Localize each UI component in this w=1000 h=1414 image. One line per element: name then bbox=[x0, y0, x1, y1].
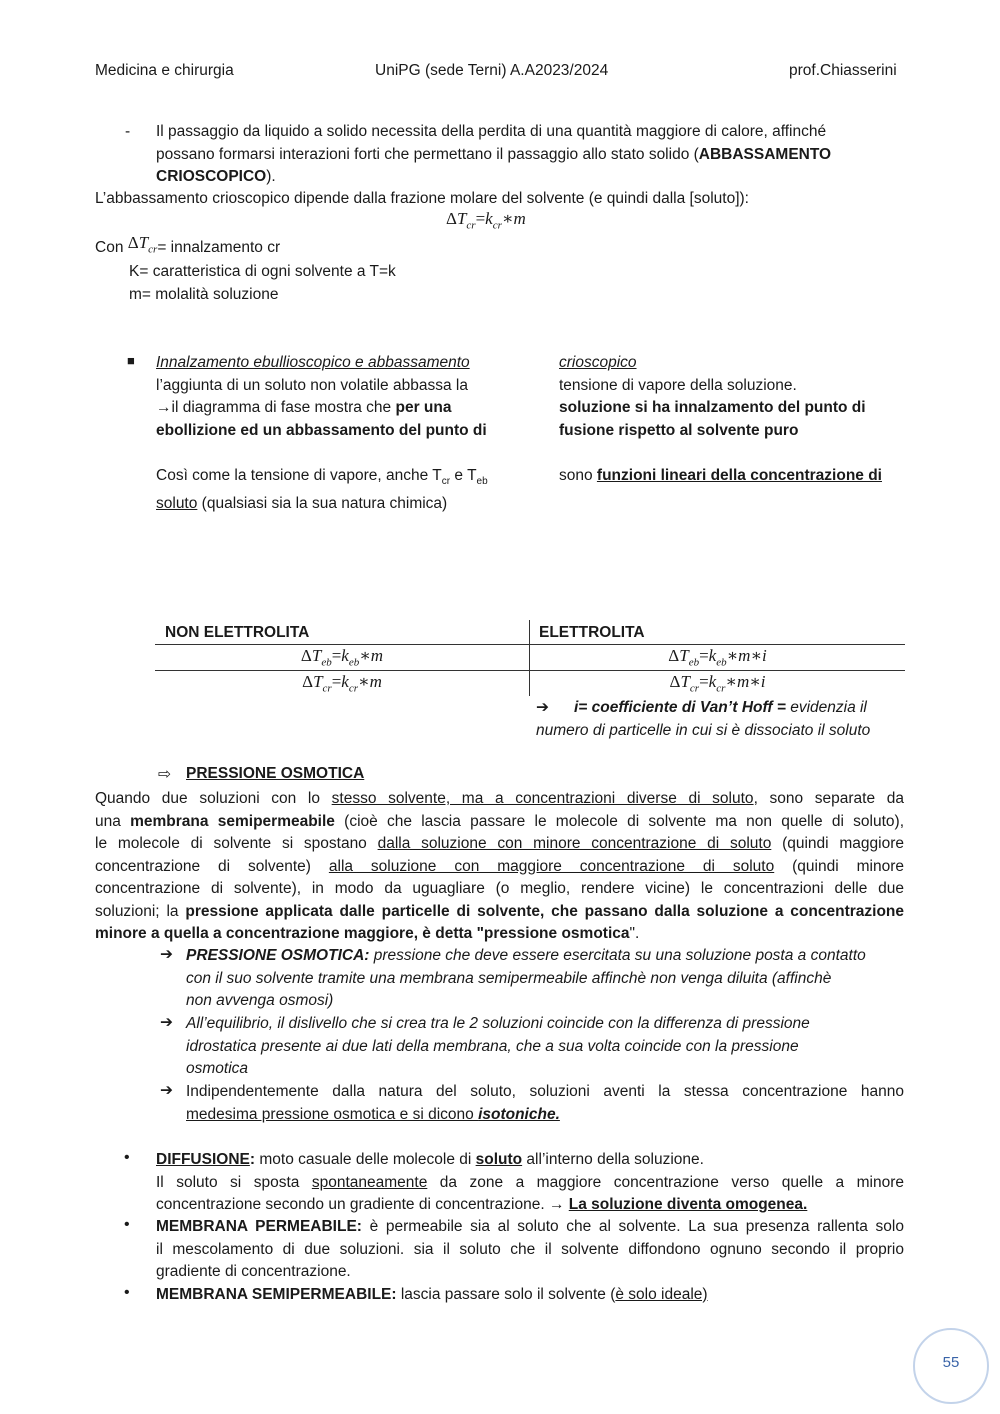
text-line: Il passaggio da liquido a solido necessita della perdita di una quantità maggiore di calore, affinché bbox=[156, 123, 827, 140]
delta-symbol: Δ bbox=[446, 209, 457, 228]
section-title-italic: Innalzamento ebullioscopico e abbassamento bbox=[156, 354, 470, 371]
bullet-dot: • bbox=[124, 1284, 130, 1301]
con-text: = innalzamento cr bbox=[157, 239, 281, 256]
delta-symbol: Δ bbox=[300, 646, 312, 665]
formula-var: k bbox=[485, 209, 493, 228]
text-span: pressione che deve essere esercitata su una soluzione posta a contatto bbox=[369, 947, 866, 964]
text-line bbox=[156, 493, 546, 516]
equilibrium-note bbox=[186, 1013, 904, 1081]
arrow-bullet-icon: ➔ bbox=[160, 946, 173, 963]
formula-eq: = bbox=[331, 672, 342, 691]
arrow-right-icon: → bbox=[548, 1196, 565, 1213]
bold-term: ABBASSAMENTO bbox=[698, 145, 832, 163]
delta-t-symbol bbox=[127, 233, 158, 256]
formula-eq: = bbox=[699, 646, 709, 665]
bold-term: PRESSIONE OSMOTICA: bbox=[186, 947, 370, 964]
header-professor: prof.Chiasserini bbox=[789, 62, 897, 79]
table-row-rule bbox=[155, 670, 905, 671]
underlined-term: spontaneamente bbox=[311, 1173, 428, 1191]
paragraph-osmosi bbox=[95, 788, 904, 946]
text-line: Indipendentemente dalla natura del soluto, soluzioni aventi la stessa concentrazione hanno bbox=[186, 1083, 904, 1100]
bold-term: MEMBRANA PERMEABILE: bbox=[156, 1218, 362, 1235]
bold-underlined-term: soluto bbox=[475, 1151, 523, 1168]
formula-sub: cr bbox=[322, 682, 332, 695]
text-span: lascia passare solo il solvente ( bbox=[396, 1286, 616, 1303]
text-line: tensione di vapore della soluzione. bbox=[559, 376, 797, 394]
formula-eq: = bbox=[475, 209, 486, 228]
subscript: cr bbox=[441, 475, 451, 487]
paragraph-passaggio bbox=[156, 121, 896, 189]
text-line bbox=[95, 901, 904, 924]
text-line: concentrazione di solvente), in modo da uguagliare (o meglio, rendere vicine) le concentrazioni delle due bbox=[95, 880, 904, 897]
text-line: non avvenga osmosi) bbox=[186, 992, 334, 1009]
formula-sub: eb bbox=[321, 656, 332, 669]
hollow-arrow-icon: ⇨ bbox=[158, 766, 171, 783]
text-line bbox=[156, 144, 896, 167]
osmotic-pressure-definition bbox=[186, 945, 904, 1013]
text-line: osmotica bbox=[186, 1060, 249, 1077]
delta-symbol: Δ bbox=[127, 233, 139, 252]
bold-term: minore a quella a concentrazione maggiore, è detta "pressione osmotica bbox=[95, 925, 630, 942]
underlined-term: alla soluzione con maggiore concentrazione di soluto bbox=[328, 857, 775, 875]
underlined-term: è solo ideale) bbox=[615, 1286, 708, 1303]
delta-symbol: Δ bbox=[668, 646, 680, 665]
arrow-right-icon: → bbox=[156, 399, 172, 416]
bold-term: ebollizione ed un abbassamento del punto di bbox=[156, 421, 487, 439]
column-left bbox=[156, 352, 546, 516]
formula-sub: cr bbox=[492, 219, 502, 232]
bold-underlined-term: DIFFUSIONE bbox=[156, 1151, 250, 1168]
diffusion-paragraph bbox=[156, 1149, 904, 1217]
formula-sub: eb bbox=[716, 656, 727, 669]
formula-var: ∗m bbox=[359, 646, 384, 665]
text-span: (cioè che lascia passare le molecole di solvente ma non quelle di soluto), bbox=[334, 812, 904, 830]
text-span: concentrazione secondo un gradiente di concentrazione. bbox=[156, 1196, 549, 1213]
text-line bbox=[156, 1216, 904, 1239]
definition-k: K= caratteristica di ogni solvente a T=k bbox=[129, 263, 396, 280]
underlined-term: medesima pressione osmotica e si dicono bbox=[186, 1105, 479, 1123]
text-line bbox=[186, 945, 904, 968]
text-span: (quindi minore bbox=[774, 857, 904, 875]
text-line bbox=[156, 397, 546, 420]
text-span: ). bbox=[266, 168, 276, 185]
text-line: il mescolamento di due soluzioni. sia il soluto che il solvente diffondono ognuno secondo il proprio bbox=[156, 1240, 904, 1258]
text-line bbox=[186, 1104, 904, 1127]
section-title-pressione: PRESSIONE OSMOTICA bbox=[186, 765, 365, 782]
page-number: 55 bbox=[942, 1354, 960, 1371]
definition-m: m= molalità soluzione bbox=[129, 286, 279, 303]
text-span: (quindi maggiore bbox=[771, 835, 904, 852]
formula-var: k bbox=[708, 646, 717, 665]
text-span: e T bbox=[450, 466, 477, 484]
formula-sub: eb bbox=[348, 656, 360, 669]
text-line: gradiente di concentrazione. bbox=[156, 1263, 351, 1280]
formula-var: k bbox=[341, 672, 349, 691]
text-line bbox=[95, 811, 904, 834]
list-dash: - bbox=[125, 123, 131, 140]
formula-eq: = bbox=[331, 646, 342, 665]
text-span: possano formarsi interazioni forti che permettano il passaggio allo stato solido ( bbox=[156, 145, 699, 163]
bullet-dot: • bbox=[124, 1216, 130, 1233]
formula-var: T bbox=[138, 233, 149, 252]
formula-var: k bbox=[341, 646, 349, 665]
formula-sub: cr bbox=[716, 682, 726, 695]
formula-crioscopico bbox=[446, 209, 526, 231]
subscript: eb bbox=[476, 475, 488, 487]
formula-var: ∗m bbox=[358, 672, 382, 691]
text-span: moto casuale delle molecole di bbox=[255, 1151, 476, 1168]
bold-term: CRIOSCOPICO bbox=[156, 168, 267, 185]
formula-var: ∗m∗i bbox=[726, 646, 767, 665]
formula-var: T bbox=[456, 209, 467, 228]
text-line bbox=[95, 923, 904, 946]
section-title-italic: crioscopico bbox=[559, 354, 637, 371]
table-cell-formula bbox=[530, 646, 905, 668]
semipermeable-membrane-paragraph bbox=[156, 1284, 904, 1307]
bold-term: MEMBRANA SEMIPERMEABILE: bbox=[156, 1286, 397, 1303]
text-line bbox=[156, 1284, 904, 1307]
text-span: (qualsiasi sia la sua natura chimica) bbox=[197, 495, 448, 513]
paragraph-abbassamento: L’abbassamento crioscopico dipende dalla frazione molare del solvente (e quindi dalla [soluto]): bbox=[95, 190, 749, 207]
formula-sub: eb bbox=[688, 656, 700, 669]
bullet-dot: • bbox=[124, 1149, 130, 1166]
formula-sub: cr bbox=[689, 682, 700, 695]
text-span: Il soluto si sposta bbox=[156, 1173, 312, 1191]
text-line bbox=[156, 1194, 904, 1217]
bold-term: membrana semipermeabile bbox=[130, 812, 335, 830]
arrow-bullet-icon: ➔ bbox=[160, 1082, 173, 1099]
text-span: Quando due soluzioni con lo bbox=[95, 790, 332, 807]
text-line bbox=[156, 166, 896, 189]
text-line: con il suo solvente tramite una membrana semipermeabile affinchè non venga diluita (affinchè bbox=[186, 969, 832, 987]
text-span: è permeabile sia al soluto che al solvente. La sua presenza rallenta solo bbox=[361, 1218, 904, 1235]
text-line bbox=[156, 465, 546, 494]
header-university: UniPG (sede Terni) A.A2023/2024 bbox=[375, 62, 609, 79]
header-course: Medicina e chirurgia bbox=[95, 62, 234, 79]
text-span: Così come la tensione di vapore, anche T bbox=[156, 466, 442, 484]
arrow-bullet-icon: ➔ bbox=[160, 1014, 173, 1031]
text-line bbox=[95, 788, 904, 811]
text-line bbox=[156, 1149, 904, 1172]
formula-var: T bbox=[679, 646, 689, 665]
text-span: il diagramma di fase mostra che bbox=[171, 399, 396, 416]
bold-underlined-term: La soluzione diventa omogenea. bbox=[568, 1196, 808, 1213]
column-right bbox=[559, 352, 909, 487]
formula-sub: cr bbox=[466, 219, 476, 232]
square-bullet-icon: ■ bbox=[127, 353, 135, 368]
table-header-rule bbox=[155, 644, 905, 645]
formula-sub: cr bbox=[148, 243, 158, 256]
text-span: all’interno della soluzione. bbox=[522, 1151, 704, 1168]
table-cell-formula bbox=[155, 646, 529, 668]
text-line: All’equilibrio, il dislivello che si crea tra le 2 soluzioni coincide con la differenza di pressione bbox=[186, 1015, 810, 1032]
bold-term: pressione applicata dalle particelle di solvente, che passano dalla soluzione a concentrazione bbox=[185, 902, 905, 920]
bold-underlined-term: funzioni lineari della concentrazione di bbox=[596, 466, 882, 484]
delta-symbol: Δ bbox=[302, 672, 314, 691]
bold-term: per una bbox=[395, 399, 452, 416]
bold-term: fusione rispetto al solvente puro bbox=[559, 421, 799, 439]
underlined-term: stesso solvente, ma a concentrazioni diverse di soluto bbox=[331, 790, 754, 807]
text-span: una bbox=[95, 812, 131, 830]
delta-symbol: Δ bbox=[669, 672, 681, 691]
text-line bbox=[536, 697, 906, 720]
permeable-membrane-paragraph bbox=[156, 1216, 904, 1284]
text-span: concentrazione di solvente) bbox=[95, 857, 329, 875]
text-line bbox=[95, 856, 904, 879]
formula-eq: = bbox=[699, 672, 709, 691]
vant-hoff-note bbox=[536, 697, 906, 742]
text-line bbox=[559, 465, 909, 488]
formula-sub: cr bbox=[348, 682, 359, 695]
arrow-right-icon: ➔ bbox=[536, 699, 549, 716]
text-span: le molecole di solvente si spostano bbox=[95, 835, 378, 852]
text-span: sono bbox=[559, 466, 597, 484]
text-line bbox=[156, 1172, 904, 1195]
text-span: evidenzia il bbox=[785, 699, 867, 716]
formula-var: ∗m∗i bbox=[725, 672, 766, 691]
bold-term: soluzione si ha innalzamento del punto di bbox=[559, 399, 866, 416]
bold-term: i= coefficiente di Van’t Hoff = bbox=[574, 699, 786, 716]
formula-var: T bbox=[313, 672, 323, 691]
formula-var: T bbox=[311, 646, 322, 665]
text-span: ". bbox=[629, 925, 640, 942]
table-cell-formula bbox=[155, 672, 529, 694]
text-line: l’aggiunta di un soluto non volatile abbassa la bbox=[156, 376, 468, 394]
formula-var: T bbox=[680, 672, 690, 691]
table-header-elettrolita: ELETTROLITA bbox=[539, 624, 645, 641]
con-label: Con bbox=[95, 239, 124, 256]
isotonic-note bbox=[186, 1081, 904, 1126]
text-span: da zone a maggiore concentrazione verso quelle a minore bbox=[427, 1173, 904, 1191]
underlined-term: dalla soluzione con minore concentrazione di soluto bbox=[377, 835, 772, 852]
text-span: soluzioni; la bbox=[95, 902, 186, 920]
table-cell-formula bbox=[530, 672, 905, 694]
underlined-term: soluto bbox=[156, 495, 198, 513]
formula-var: k bbox=[708, 672, 717, 691]
text-line bbox=[95, 833, 904, 856]
text-line: numero di particelle in cui si è dissociato il soluto bbox=[536, 721, 871, 739]
text-span: , sono separate da bbox=[753, 790, 904, 807]
bold-italic-term: isotoniche. bbox=[478, 1105, 560, 1123]
text-line: idrostatica presente ai due lati della membrana, che a sua volta coincide con la pressione bbox=[186, 1037, 799, 1055]
table-header-non-elettrolita: NON ELETTROLITA bbox=[165, 624, 310, 641]
bold-term: : bbox=[249, 1151, 256, 1168]
formula-var: ∗m bbox=[501, 209, 526, 228]
